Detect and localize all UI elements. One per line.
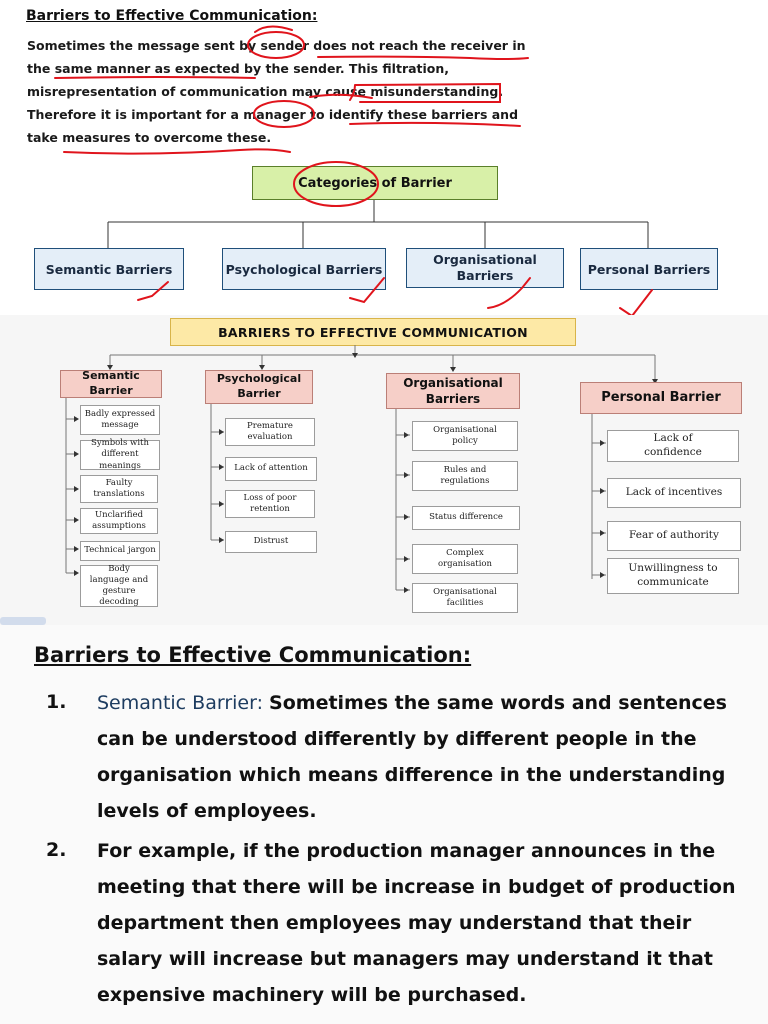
psychological-item: Distrust [225, 531, 317, 553]
personal-item: Lack of confidence [607, 430, 739, 462]
circle-manager-mark [254, 101, 314, 127]
point-text-1: Sometimes the same words and sentences can be understood differently by different people in the organisation which means difference in the understanding levels of employees. [97, 692, 727, 822]
box-misunderstanding [350, 84, 500, 102]
organisational-item: Status difference [412, 506, 520, 530]
psychological-item: Lack of attention [225, 457, 317, 481]
diagram-header: BARRIERS TO EFFECTIVE COMMUNICATION [170, 318, 576, 346]
semantic-item: Technical jargon [80, 541, 160, 561]
semantic-barrier-category: Semantic Barrier [60, 370, 162, 398]
scan-section-top [0, 0, 768, 315]
categories-of-barrier-box: Categories of Barrier [252, 166, 498, 200]
point-text-2: For example, if the production manager announces in the meeting that there will be increase in budget of production department then employees may understand that their salary will increase but managers may understand it that expensive machinery will be purchased. [97, 840, 736, 1006]
organisational-barriers-box: Organisational Barriers [406, 248, 564, 288]
semantic-item: Badly expressed message [80, 405, 160, 435]
section1-line-1: Sometimes the message sent by sender does not reach the receiver in [27, 38, 526, 53]
personal-item: Lack of incentives [607, 478, 741, 508]
section3-title: Barriers to Effective Communication: [34, 643, 472, 667]
organisational-item: Complex organisation [412, 544, 518, 574]
section1-line-4: Therefore it is important for a manager to identify these barriers and [27, 107, 519, 122]
personal-barrier-category: Personal Barrier [580, 382, 742, 414]
section1-line-5: take measures to overcome these. [27, 130, 272, 145]
scan-edge-artifact [0, 617, 46, 625]
psychological-barrier-category: Psychological Barrier [205, 370, 313, 404]
personal-item: Fear of authority [607, 521, 741, 551]
psychological-item: Loss of poor retention [225, 490, 315, 518]
semantic-item: Body language and gesture decoding [80, 565, 158, 607]
personal-barriers-box: Personal Barriers [580, 248, 718, 290]
red-pen-annotations [0, 0, 768, 315]
tick-personal [620, 290, 652, 315]
tick-semantic [138, 282, 168, 300]
underline-same-manner [55, 77, 255, 78]
point-number-2: 2. [46, 839, 67, 861]
scan-section-bottom [0, 625, 768, 1024]
psychological-barriers-box: Psychological Barriers [222, 248, 386, 290]
section1-line-3: misrepresentation of communication may cause misunderstanding. [27, 84, 504, 99]
circle-categories-mark [294, 162, 378, 206]
psychological-item: Premature evaluation [225, 418, 315, 446]
point-paragraph-1 [97, 685, 752, 829]
semantic-item: Symbols with different meanings [80, 440, 160, 470]
section1-line-2: the same manner as expected by the sender. This filtration, [27, 61, 450, 76]
section1-title: Barriers to Effective Communication: [26, 8, 318, 24]
point-number-1: 1. [46, 691, 67, 713]
organisational-barriers-category: Organisational Barriers [386, 373, 520, 409]
organisational-item: Organisational policy [412, 421, 518, 451]
underline-does-not-reach [318, 57, 528, 59]
point-paragraph-2 [97, 833, 752, 1013]
semantic-barriers-box: Semantic Barriers [34, 248, 184, 290]
organisational-item: Organisational facilities [412, 583, 518, 613]
underline-identify [350, 123, 520, 126]
circle-sender-mark [248, 32, 304, 58]
underline-measures [64, 149, 290, 153]
semantic-item: Unclarified assumptions [80, 508, 158, 534]
personal-item: Unwillingness to communicate [607, 558, 739, 594]
tick-organisational [488, 278, 530, 308]
semantic-item: Faulty translations [80, 475, 158, 503]
point-lead-1: Semantic Barrier: [97, 692, 263, 714]
tick-psychological [350, 278, 384, 302]
barriers-diagram [0, 315, 768, 625]
organisational-item: Rules and regulations [412, 461, 518, 491]
underline-communication [310, 95, 372, 98]
